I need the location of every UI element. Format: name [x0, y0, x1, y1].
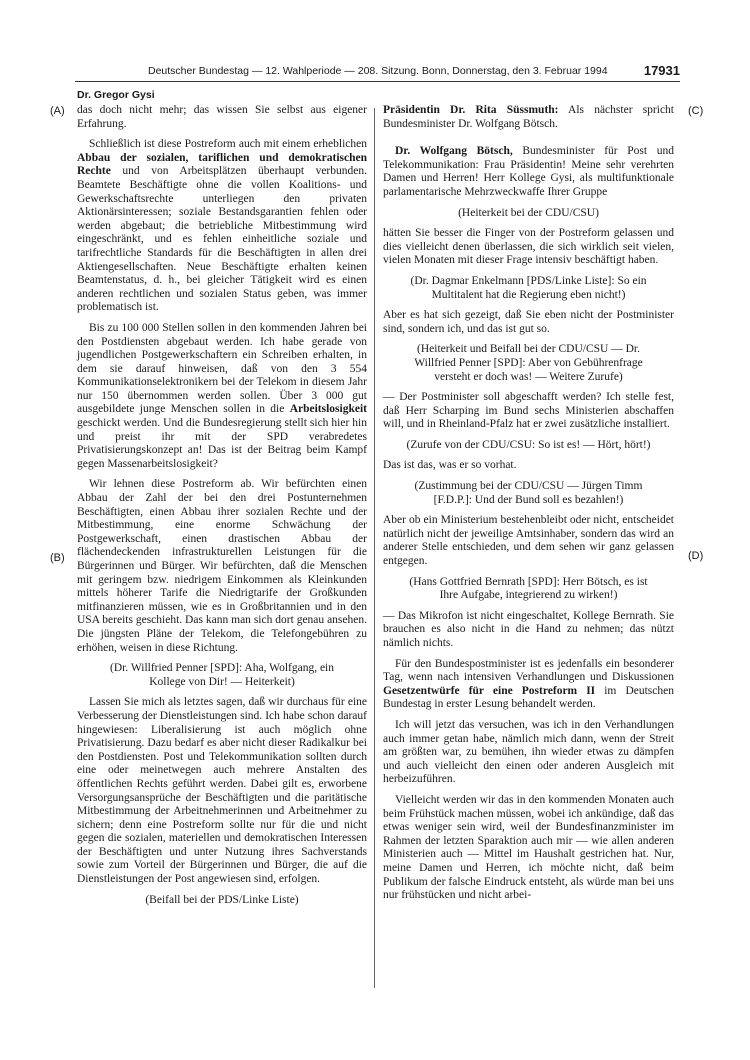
paragraph: hätten Sie besser die Finger von der Postreform gelassen und dies vielleicht denen überlassen, die sich wirklich seit vielen, vielen Monaten mit dieser Frage intensiv beschäftigt haben.	[383, 227, 674, 267]
margin-mark-c: (C)	[688, 105, 704, 117]
interjection: (Dr. Willfried Penner [SPD]: Aha, Wolfgang, ein Kollege von Dir! — Heiterkeit)	[110, 662, 334, 688]
paragraph: Aber ob ein Ministerium bestehenbleibt oder nicht, entscheidet natürlich nicht der jeweilige Amtsinhaber, sondern das wird an anderer Stelle entschieden, und dem sehen wir ganz gelassen entgegen.	[383, 514, 674, 568]
interjection: (Zurufe von der CDU/CSU: So ist es! — Hört, hört!)	[406, 438, 651, 451]
paragraph: Bis zu 100 000 Stellen sollen in den kommenden Jahren bei den Postdiensten abgebaut werden. Ich habe gerade von jugendlichen Postgewerkschaftern ein Schreiben erhalten, in dem sie darauf hinweisen, daß von den 3 554 Kommunikationselektronikern bei der Telekom in diesem Jahr nur 150 übernommen werden sollen. Über 3 000 gut ausgebildete junge Menschen sollen in die Arbeitslosigkeit geschickt werden. Und die Bundesregierung stellt sich hier hin und preist ihr mit der SPD verabredetes Privatisierungskonzept an! Das ist der Beitrag beim Kampf gegen Massenarbeitslosigkeit?	[77, 321, 367, 470]
emphasis: Gesetzentwürfe für eine Postreform II	[383, 684, 596, 697]
paragraph: Aber es hat sich gezeigt, daß Sie eben nicht der Postminister sind, sondern ich, und das ist gut so.	[383, 309, 674, 335]
paragraph: Dr. Wolfgang Bötsch, Bundesminister für Post und Telekommunikation: Frau Präsidentin! Meine sehr verehrten Damen und Herren! Herr Kollege Gysi, als multifunktionale parlamentarische Mehrzweckwaffe Ihrer Gruppe	[383, 145, 674, 198]
header-rule	[75, 81, 680, 82]
paragraph: Für den Bundespostminister ist es jedenfalls ein besonderer Tag, wenn nach intensiven Verhandlungen und Diskussionen Gesetzentwürfe für eine Postreform II im Deutschen Bundestag in erster Lesung behandelt werden.	[383, 657, 674, 711]
page-header	[75, 63, 680, 83]
speaker-name: Dr. Wolfgang Bötsch,	[395, 145, 513, 158]
paragraph: Wir lehnen diese Postreform ab. Wir befürchten einen Abbau der Zahl der bei den drei Postunternehmen Beschäftigten, einen Abbau ihrer sozialen Rechte und der Mitbestimmung, eine enorme Schwächung der Postgewerkschaft, einen drastischen Abbau der flächendeckenden infrastrukturellen Leistungen für die Bürgerinnen und Bürger. Wir befürchten, daß die Menschen mit geringem bzw. niedrigem Einkommen als Kleinkunden mittels höherer Tarife die Niedrigtarife der Großkunden mitfinanzieren müssen, wie es in Großbritannien und in den USA bereits geschieht. Das kann man sich dort genau ansehen. Die jüngsten Pläne der Telekom, die Telefongebühren zu erhöhen, weisen in diese Richtung.	[77, 478, 367, 654]
paragraph: Ich will jetzt das versuchen, was ich in den Verhandlungen auch immer getan habe, nämlich mich dann, wenn der Streit am größten war, zu bemühen, ihn wieder etwas zu dämpfen und auch vielleicht den einen oder anderen Ausgleich mit herbeizuführen.	[383, 718, 674, 786]
interjection: (Dr. Dagmar Enkelmann [PDS/Linke Liste]: So ein Multitalent hat die Regierung eben nicht!)	[410, 274, 647, 301]
paragraph: Präsidentin Dr. Rita Süssmuth: Als nächster spricht Bundesminister Dr. Wolfgang Bötsch.	[383, 104, 674, 130]
paragraph: — Das Mikrofon ist nicht eingeschaltet, Kollege Bernrath. Sie brauchen es also nicht in die Hand zu nehmen; das nützt nämlich nichts.	[383, 609, 674, 649]
emphasis: Abbau der sozialen, tariflichen und demokratischen Rechte	[77, 151, 367, 178]
running-title: Deutscher Bundestag — 12. Wahlperiode — 208. Sitzung. Bonn, Donnerstag, den 3. Februar 1994	[148, 65, 608, 77]
interjection: (Heiterkeit und Beifall bei der CDU/CSU — Dr. Willfried Penner [SPD]: Aber von Gebührenfrage versteht er doch was! — Weitere Zurufe)	[414, 343, 643, 383]
interjection: (Zustimmung bei der CDU/CSU — Jürgen Timm [F.D.P.]: Und der Bund soll es bezahlen!)	[414, 480, 643, 506]
paragraph: Das ist das, was er so vorhat.	[383, 459, 517, 472]
right-column	[383, 104, 674, 910]
page-number: 17931	[643, 63, 680, 78]
margin-mark-d: (D)	[688, 550, 704, 562]
speaker-name: Präsidentin Dr. Rita Süssmuth:	[383, 104, 559, 116]
paragraph: Schließlich ist diese Postreform auch mit einem erheblichen Abbau der sozialen, tariflichen und demokratischen Rechte und von Arbeitsplätzen überhaupt verbunden. Beamtete Beschäftigte ohne die vollen Koalitions- und Gewerkschaftsrechte unterliegen den privaten Aktionärsinteressen; soziale Bestandsgarantien fehlen oder werden abgebaut; die betriebliche Mitbestimmung wird eingeschränkt, und es fehlen einheitliche soziale und tarifrechtliche Standards für die Beschäftigten in allen drei Aktiengesellschaften. Neue Beschäftigte erhalten keinen Beamtenstatus, d. h., bei gleicher Tätigkeit wird es einen anderen rechtlichen und sozialen Status geben, was immer problematisch ist.	[77, 138, 367, 314]
interjection: (Heiterkeit bei der CDU/CSU)	[458, 206, 599, 219]
margin-mark-a: (A)	[50, 105, 65, 117]
margin-mark-b: (B)	[50, 552, 65, 564]
interjection: (Hans Gottfried Bernrath [SPD]: Herr Bötsch, es ist Ihre Aufgabe, integrierend zu wirken!)	[409, 575, 648, 602]
paragraph: Lassen Sie mich als letztes sagen, daß wir durchaus für eine Verbesserung der Dienstleistungen sind. Ich habe schon darauf hingewiesen: Liberalisierung ist auch möglich ohne Privatisierung. Dazu bedarf es aber nicht dieser Radikalkur bei den Postdiensten. Post und Telekommunikation sollten durch eine oder meinetwegen auch mehrere Anstalten des öffentlichen Rechts geführt werden. Dabei gilt es, erworbene Versorgungsansprüche der Beschäftigten und die paritätische Mitbestimmung der Arbeitnehmerinnen und Arbeitnehmer zu sichern; denn eine Postreform sollte nur für die und nicht gegen die sozialen, materiellen und demokratischen Interessen der Beschäftigten und unter Nutzung ihres Sachverstands sowie zum Vorteil der Bürgerinnen und Bürger, die auf die Dienstleistungen der Post angewiesen sind, erfolgen.	[77, 696, 367, 886]
paragraph: Vielleicht werden wir das in den kommenden Monaten auch beim Frühstück machen müssen, wobei ich ankündige, daß das etwas weniger sein wird, weil der Bundesfinanzminister im Rahmen der letzten Sparaktion auch mir — wie allen anderen Ministerien auch — Mittel im Haushalt gestrichen hat. Nur, meine Damen und Herren, ich möchte nicht, daß beim Publikum der falsche Eindruck entsteht, als würde man bei uns nur frühstücken und nicht arbei-	[383, 793, 674, 902]
speaker-label: Dr. Gregor Gysi	[77, 89, 155, 101]
interjection: (Beifall bei der PDS/Linke Liste)	[145, 893, 299, 906]
left-column	[77, 104, 367, 914]
paragraph: — Der Postminister soll abgeschafft werden? Ich stelle fest, daß Herr Scharping im Bund sechs Ministerien abschaffen will, und in Rheinland-Pfalz hat er zwei zusätzliche installiert.	[383, 391, 674, 431]
emphasis: Arbeitslosigkeit	[289, 403, 367, 416]
column-divider	[374, 108, 375, 988]
paragraph: das doch nicht mehr; das wissen Sie selbst aus eigener Erfahrung.	[77, 104, 367, 130]
